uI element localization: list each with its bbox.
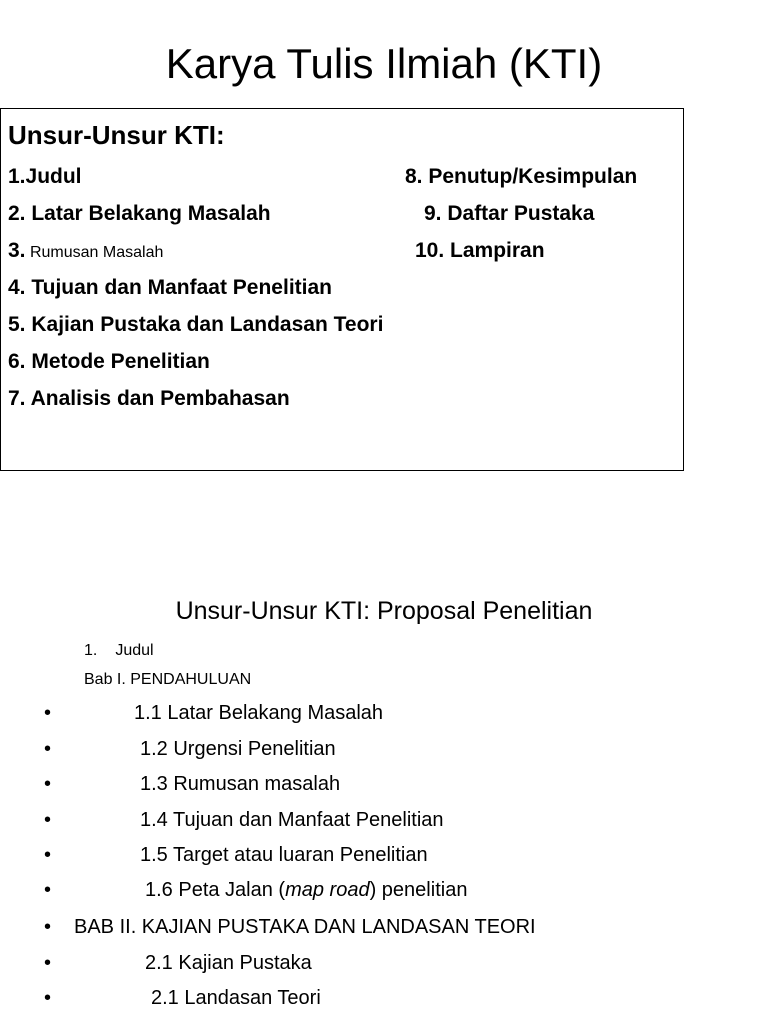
list-item: 7. Analisis dan Pembahasan (8, 387, 290, 410)
bullet-icon: • (44, 809, 52, 831)
bullet-item: • 1.5 Target atau luaran Penelitian (44, 844, 428, 866)
bullet-icon: • (44, 702, 52, 724)
section-heading: Bab I. PENDAHULUAN (84, 671, 252, 688)
list-item: 8. Penutup/Kesimpulan (405, 165, 638, 188)
bullet-item: • 1.3 Rumusan masalah (44, 773, 341, 795)
bullet-icon: • (44, 916, 52, 938)
bullet-item: • 1.2 Urgensi Penelitian (44, 738, 336, 760)
list-item: 3. Rumusan Masalah (8, 239, 164, 262)
box-heading: Unsur-Unsur KTI: (8, 120, 225, 150)
bullet-icon: • (44, 738, 52, 760)
bullet-item: • BAB II. KAJIAN PUSTAKA DAN LANDASAN TEORI (44, 916, 536, 938)
bullet-icon: • (44, 987, 52, 1009)
bullet-icon: • (44, 844, 52, 866)
numbered-item: 1. Judul (84, 642, 154, 659)
list-item: 9. Daftar Pustaka (424, 202, 595, 225)
list-item: 4. Tujuan dan Manfaat Penelitian (8, 276, 332, 299)
bullet-item: • 1.6 Peta Jalan (map road) penelitian (44, 879, 468, 901)
bullet-icon: • (44, 773, 52, 795)
list-item: 5. Kajian Pustaka dan Landasan Teori (8, 313, 384, 336)
bullet-icon: • (44, 952, 52, 974)
bullet-item: • 1.1 Latar Belakang Masalah (44, 702, 384, 724)
list-item: 10. Lampiran (415, 239, 545, 262)
bullet-item: • 1.4 Tujuan dan Manfaat Penelitian (44, 809, 444, 831)
slide-title: Karya Tulis Ilmiah (KTI) (165, 40, 603, 87)
bullet-item: • 2.1 Kajian Pustaka (44, 952, 312, 974)
list-item: 1.Judul (8, 165, 82, 188)
bullet-item: • 2.1 Landasan Teori (44, 987, 321, 1009)
bullet-icon: • (44, 879, 52, 901)
map-road-italic: map road (285, 879, 370, 901)
list-item: 6. Metode Penelitian (8, 350, 210, 373)
slide-title: Unsur-Unsur KTI: Proposal Penelitian (175, 597, 593, 625)
list-item: 2. Latar Belakang Masalah (8, 202, 271, 225)
